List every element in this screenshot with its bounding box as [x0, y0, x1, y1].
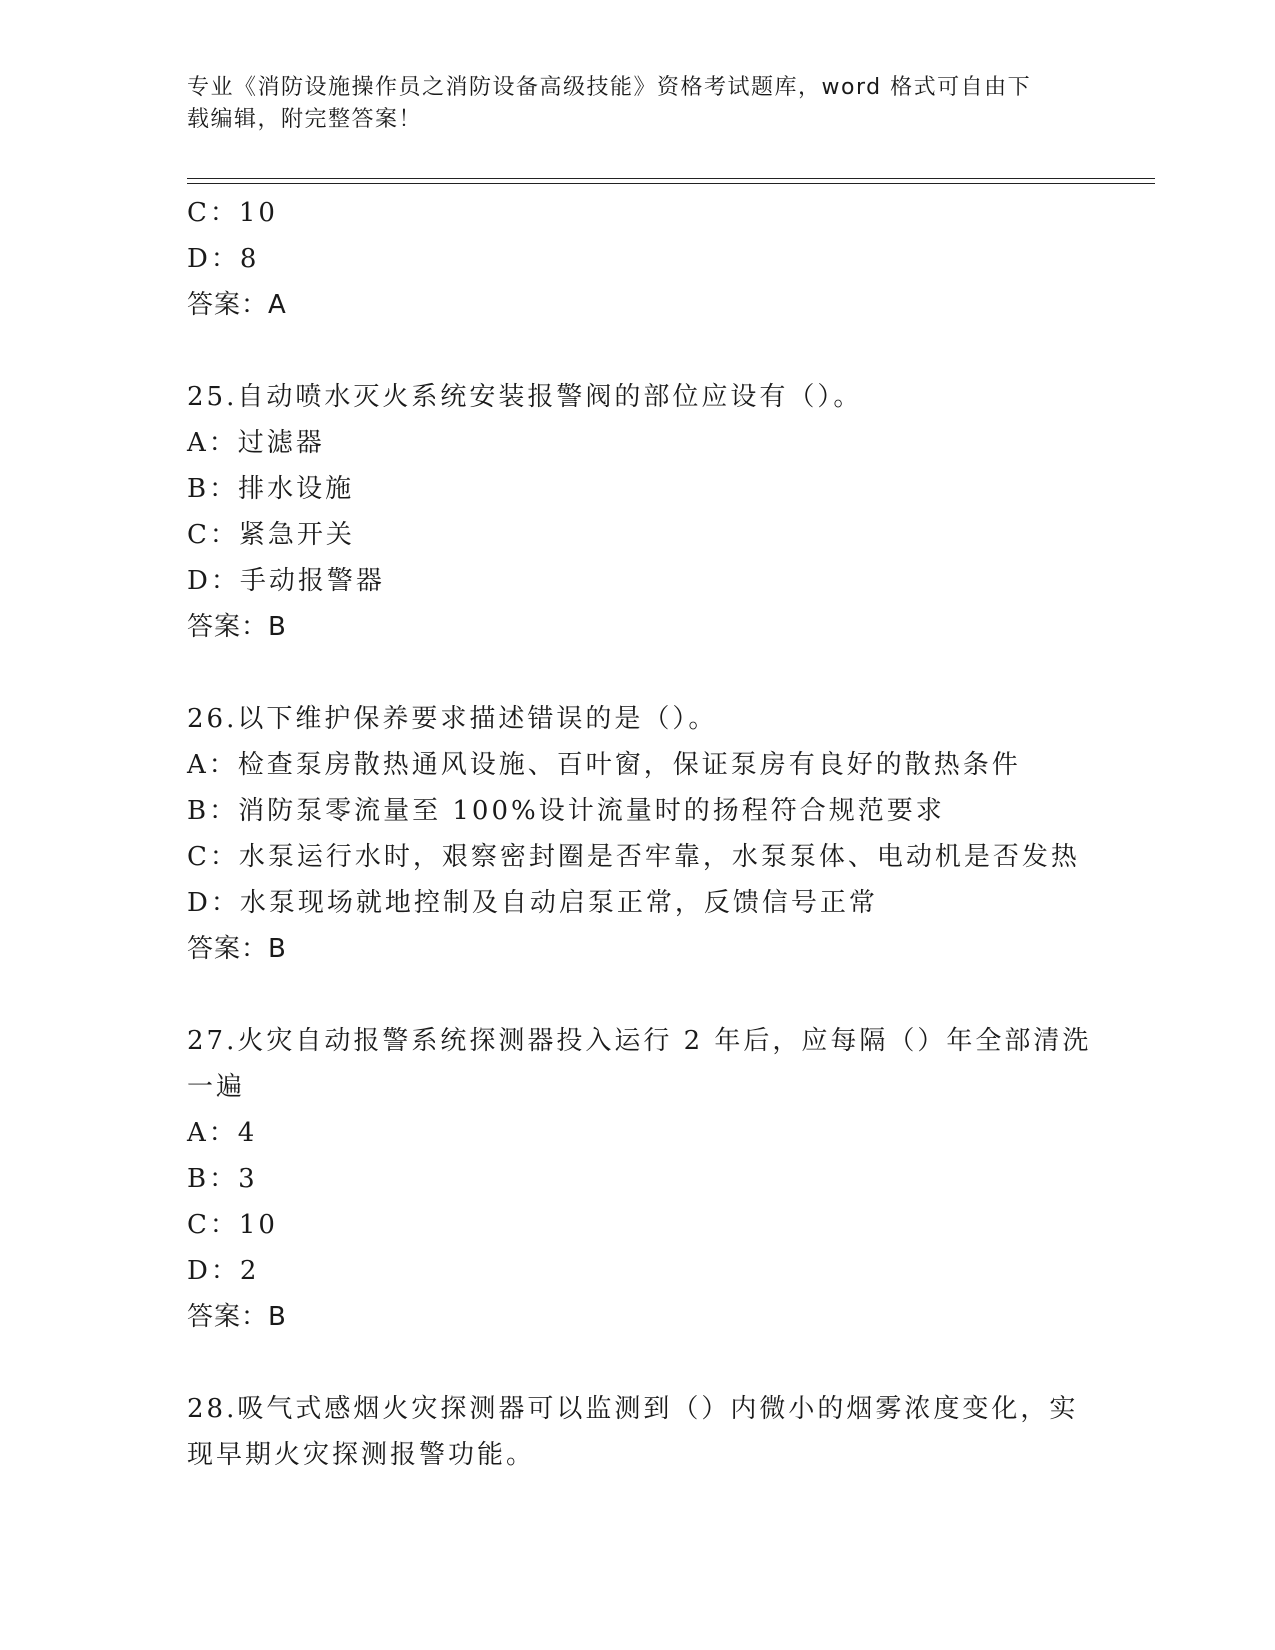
question-25 — [187, 374, 1087, 650]
option-a: A：过滤器 — [187, 428, 325, 458]
option-b: B：排水设施 — [187, 474, 355, 504]
answer: 答案：B — [187, 934, 287, 964]
question-27 — [187, 1018, 1092, 1340]
header-rule-top — [187, 178, 1155, 179]
question-24-tail — [187, 190, 1087, 328]
option-b: B：3 — [187, 1164, 258, 1194]
question-26 — [187, 696, 1087, 972]
option-a: A：4 — [187, 1118, 258, 1148]
option-b: B：消防泵零流量至 100%设计流量时的扬程符合规范要求 — [187, 796, 945, 826]
option-c: C：水泵运行水时，艰察密封圈是否牢靠，水泵泵体、电动机是否发热 — [187, 842, 1080, 872]
question-stem-line-2: 一遍 — [187, 1072, 246, 1102]
answer: 答案：B — [187, 612, 287, 642]
option-d: D：8 — [187, 244, 260, 274]
option-d: D：2 — [187, 1256, 260, 1286]
option-c: C：紧急开关 — [187, 520, 355, 550]
option-c: C：10 — [187, 198, 278, 228]
option-d: D：水泵现场就地控制及自动启泵正常，反馈信号正常 — [187, 888, 878, 918]
document-header — [187, 72, 1067, 136]
question-stem-line-1: 27.火灾自动报警系统探测器投入运行 2 年后，应每隔（）年全部清洗 — [187, 1026, 1092, 1056]
answer: 答案：B — [187, 1302, 287, 1332]
question-stem: 25.自动喷水灭火系统安装报警阀的部位应设有（）。 — [187, 382, 863, 412]
header-line-2: 载编辑，附完整答案！ — [187, 107, 423, 132]
answer: 答案：A — [187, 290, 287, 320]
question-stem: 26.以下维护保养要求描述错误的是（）。 — [187, 704, 718, 734]
option-c: C：10 — [187, 1210, 278, 1240]
header-rule-bottom — [187, 183, 1155, 184]
option-a: A：检查泵房散热通风设施、百叶窗，保证泵房有良好的散热条件 — [187, 750, 1021, 780]
option-d: D：手动报警器 — [187, 566, 385, 596]
question-list — [187, 190, 1092, 1478]
question-stem-line-1: 28.吸气式感烟火灾探测器可以监测到（）内微小的烟雾浓度变化，实 — [187, 1394, 1079, 1424]
question-stem-line-2: 现早期火灾探测报警功能。 — [187, 1440, 536, 1470]
header-line-1: 专业《消防设施操作员之消防设备高级技能》资格考试题库，word 格式可自由下 — [187, 75, 1032, 100]
question-28 — [187, 1386, 1087, 1478]
